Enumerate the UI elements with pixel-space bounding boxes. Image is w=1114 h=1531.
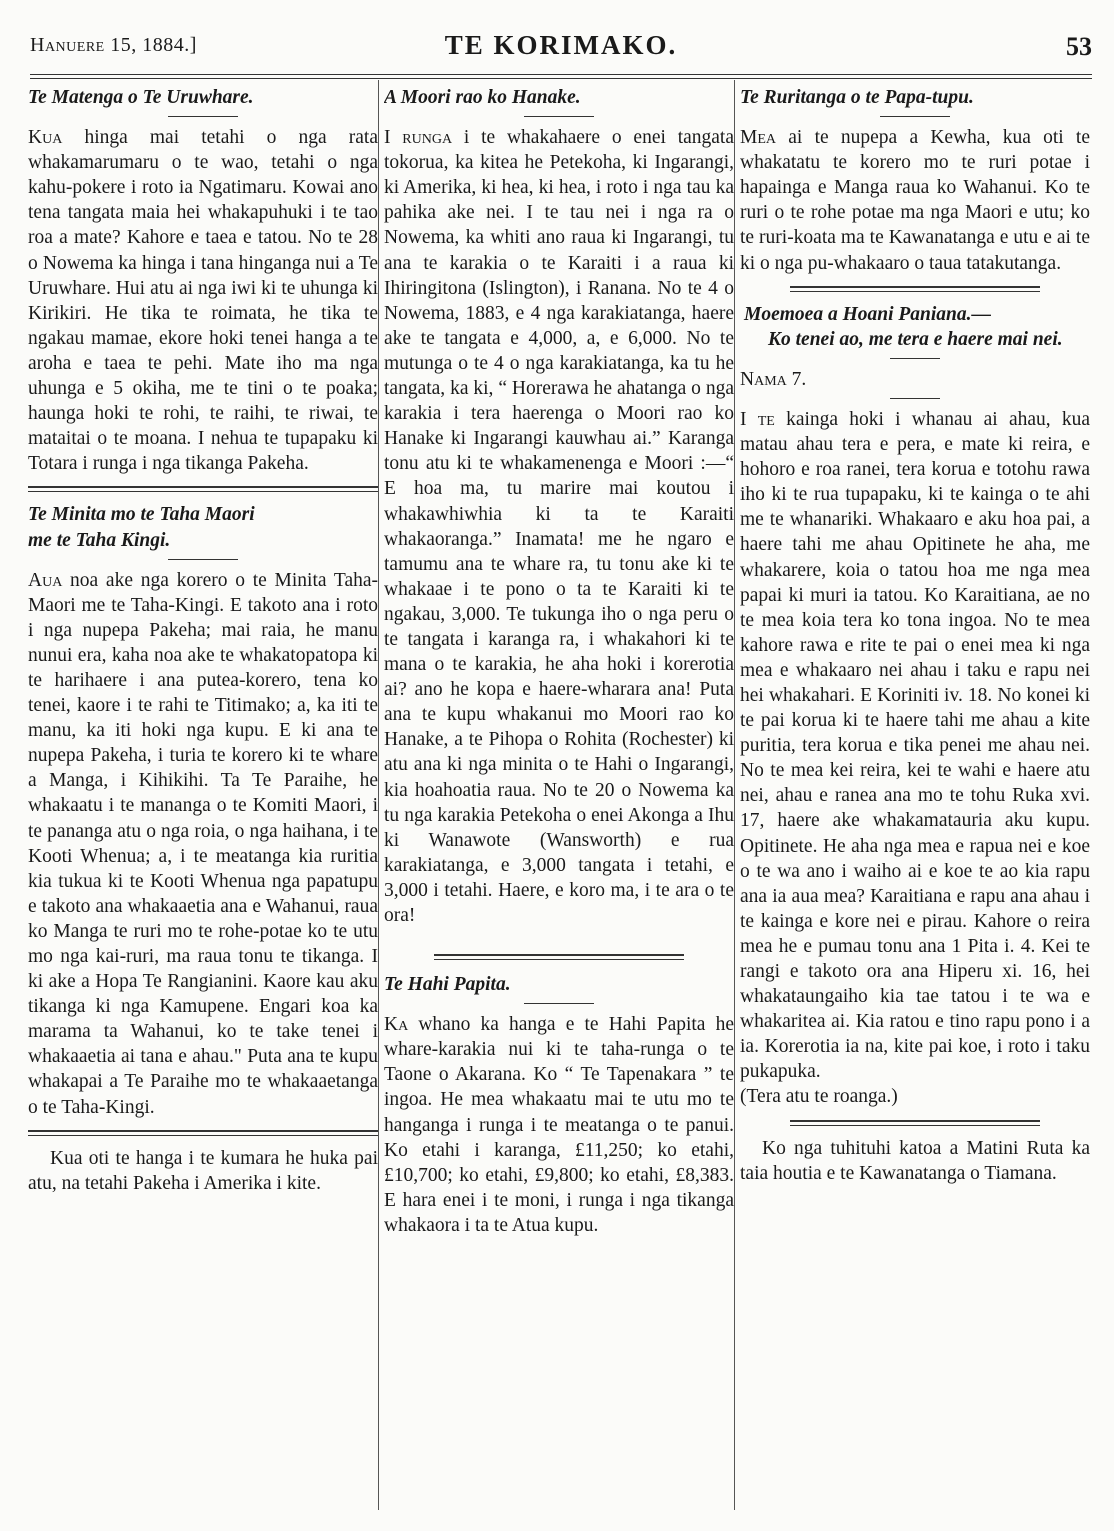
article-title-te-minita-2: me te Taha Kingi. bbox=[28, 529, 171, 551]
article-body-te-ruritanga bbox=[740, 125, 1090, 276]
section-divider bbox=[790, 286, 1040, 292]
lead-word: I runga bbox=[384, 127, 453, 149]
article-title-te-minita-1: Te Minita mo te Taha Maori bbox=[28, 504, 255, 526]
title-rule bbox=[880, 116, 950, 117]
section-divider bbox=[434, 954, 684, 960]
page-header bbox=[30, 30, 1092, 70]
article-title-a-moori: A Moori rao ko Hanake. bbox=[384, 87, 581, 108]
continued-note: (Tera atu te roanga.) bbox=[740, 1086, 898, 1108]
column-1 bbox=[28, 85, 378, 1515]
section-divider bbox=[28, 486, 378, 492]
article-body-te-minita bbox=[28, 568, 378, 1120]
column-3 bbox=[740, 85, 1090, 1515]
article-body-te-matenga bbox=[28, 125, 378, 476]
installment-number: Nama 7. bbox=[740, 368, 807, 390]
title-rule bbox=[524, 116, 594, 117]
article-title-te-matenga: Te Matenga o Te Uruwhare. bbox=[28, 87, 254, 108]
article-text: ai te nupepa a Kewha, kua oti te whakatatu te korero mo te ruri potae i hapainga e Manga raua ko Wahanui. Ko te ruri o te rohe potae ma nga Maori e utu; ko te ruri-koata ma te Kawanatanga e utu e ai te ki o nga pu-whakaaro o taua tatakutanga. bbox=[740, 127, 1090, 274]
article-body-moemoea bbox=[740, 407, 1090, 1085]
column-divider-2 bbox=[734, 80, 735, 1510]
title-rule bbox=[524, 1003, 594, 1004]
article-title-moemoea-1: Moemoea a Hoani Paniana.— bbox=[744, 303, 992, 325]
lead-word: Ka bbox=[384, 1014, 409, 1036]
header-rule bbox=[30, 74, 1092, 75]
article-text: i te whakahaere o enei tangata tokorua, ka kitea he Petekoha, ki Ingarangi, ki Amerika, ki hea, ki hea, i roto i nga tau ka pahika ake nei. I te tau nei i nga ra o Nowema, ka whiti ano raua ki Ingarangi, tu ana te karakia o te Karaiti i a raua ki Ihiringitona (Islington), i Ranana. No te 4 o Nowema, 1883, e 4 nga karakiatanga, haere ake te tangata e 4,000, a, e 6,000. No te mutunga o te 4 o nga karakiatanga, ka tu he tangata, ka ki, “ Horerawa he ahatanga o nga karakia i tera haerenga o Moori rao ko Hanake ki Ingarangi kauwhau ai.” Karanga tonu atu ki te whakamenenga e Moori :—“ E hoa ma, tu marire mai koutou i whakawhiwhia ki ta te Karaiti whakaoranga.” Inamata! me he ngaro e tamumu ana te whare ra, tu tonu ake ki te whakaae i te pono o ta te Karaiti ki te ngakau, 3,000. Te tukunga iho o nga peru o te tangata i karanga ra, i whakahori ki te mana o te karakia, he aha hoki i korerotia ai? ano he kopa e haere-wharara ana! Puta ana te kupu whakanui mo Moori rao ko Hanake, a te Pihopa o Rohita (Rochester) ki atu ana ki nga minita o te Hahi o Ingarangi, kia hoahoatia raua. No te 20 o Nowema ka tu nga karakia Petekoha o enei Akonga a Ihu ki Wanawote (Wansworth) e rua karakiatanga, e 3,000 tangata i tetahi, e 3,000 i tetahi. Haere, e koro ma, i te ara o te ora! bbox=[384, 127, 734, 926]
issue-date: Hanuere 15, 1884.] bbox=[30, 34, 197, 56]
title-rule bbox=[890, 398, 940, 399]
page-number: 53 bbox=[1066, 32, 1092, 61]
article-body-a-moori bbox=[384, 125, 734, 928]
lead-word: Mea bbox=[740, 127, 777, 149]
article-body-matini-ruta: Ko nga tuhituhi katoa a Matini Ruta ka taia houtia e te Kawanatanga o Tiamana. bbox=[740, 1137, 1090, 1184]
article-body-kumara: Kua oti te hanga i te kumara he huka pai atu, na tetahi Pakeha i Amerika i kite. bbox=[28, 1147, 378, 1194]
title-rule bbox=[890, 358, 940, 359]
article-title-te-ruritanga: Te Ruritanga o te Papa-tupu. bbox=[740, 87, 974, 108]
lead-word: Kua bbox=[28, 127, 63, 149]
lead-word: Aua bbox=[28, 569, 63, 591]
section-divider bbox=[790, 1120, 1040, 1126]
title-rule bbox=[168, 559, 238, 560]
article-title-moemoea-2: Ko tenei ao, me tera e haere mai nei. bbox=[768, 328, 1063, 350]
newspaper-title: TE KORIMAKO. bbox=[444, 30, 678, 60]
lead-word: I te bbox=[740, 408, 775, 430]
article-text: hinga mai tetahi o nga rata whakamarumaru o te wao, tetahi o nga kahu-pokere i roto ia Ngatimaru. Kowai ano tena tangata maia hei whakapuhuki i te tao roa a mate? Kahore e taea e tatou. No te 28 o Nowema ka hinga i tana hinganga nui a Te Uruwhare. Hui atu ai nga iwi ki te uhunga ki Kirikiri. He tika te roimata, he tika te ngakau mamae, ekore hoki tenei hanga a te aroha e taea te pehi. Mate iho ma nga uhunga e 5 okiha, me te tini o te poaka; haunga hoki te rohi, te raihi, te riwai, te mataitai o te moana. I nehua te tupapaku ki Totara i runga i nga tikanga Pakeha. bbox=[28, 127, 378, 475]
article-text: kainga hoki i whanau ai ahau, kua matau ahau tera e pera, e mate ki reira, e hohoro e roa ranei, tera korua e totohu rawa iho ki te rua tupapaku, ki te kainga o te ahi me te whanariki. Whakaaro e aku hoa pai, a haere tahi me ahau Opitinete he aha, me whakarere, koia o tatou hoa me nga mea papai ki muri ia tatou. Ko Karaitiana, ae no te mea koia tera ko tona ingoa. No te mea kahore rawa e rite te pai o enei mea ki nga mea e whakaaro nei ahau i taku e rapu nei hei whakahari. E Koriniti iv. 18. No konei ki te pai korua ki te haere tahi me ahau a kite puritia, tera korua e tika penei me ahau nei. No te mea kei reira, kei te wahi e haere atu nei, ahau e ranea ana mo te tohu Ruka xvi. 17, haere ake whakamatauria aku kupu. Opitinete. He aha nga mea e rapua nei e koe o te wa ano i waiho ai e koe te ao kia rapu ana ia aua mea? Karaitiana e rapu ana ahau i te kainga e kore nei e pirau. Kahore o reira mea he e pumau tonu ana 1 Pita i. 4. Kei te rangi e takoto ora ana Hiperu xi. 16, hei whakataungaiho kia tae tatou i te wa e whakaritea ai. Kia ratou e tino rapu pono i a ia. Korerotia ia na, kite pai koe, i roto i taku pukapuka. bbox=[740, 408, 1090, 1083]
article-body-te-hahi-papita bbox=[384, 1012, 734, 1238]
column-2 bbox=[384, 85, 734, 1515]
article-text: noa ake nga korero o te Minita Taha-Maori me te Taha-Kingi. E takoto ana i roto i nga nupepa Pakeha; mai raia, he manu nunui era, kaha noa ake te whakatopatopa ki te harihaere i ana putea-korero, tena ko tenei, kaore i te rahi te Titimako; a, ka iti te manu, ka iti hoki nga kupu. E ki ana te nupepa Pakeha, i turia te korero ki te whare a Manga, i Kihikihi. Ta Te Paraihe, he whakaatu i te mananga o te Komiti Maori, i te pananga atu o nga roia, o nga haihana, i te Kooti Whenua; a, i te meatanga kia ruritia kia tukua ki te Kooti Whenua nga papatupu e takoto ana whakaaetia ana e Wahanui, raua ko Manga te ruri mo te rohe-potae ko te utu mo nga kai-ruri, ma raua tonu te tikanga. I ki ake a Hopa Te Rangianini. Kaore kau aku tikanga ki nga Kamupene. Engari koa ka marama ta Wahanui, ko te take tenei i whakaaetia ai tana e ahau." Puta ana te kupu whakapai a Te Paraihe mo te whakaaetanga o te Taha-Kingi. bbox=[28, 569, 378, 1118]
article-text: whano ka hanga e te Hahi Papita he whare-karakia nui ki te taha-runga o te Taone o Akarana. Ko “ Te Tapenakara ” te ingoa. He mea whakaatu mai te utu mo te hanganga i runga i te meatanga o te panui. Ko etahi i karanga, £11,250; ko etahi, £10,700; ko etahi, £9,800; ko etahi, £8,383. E hara enei i te moni, i runga i nga tikanga whakaora i ta te Atua kupu. bbox=[384, 1014, 734, 1236]
article-title-te-hahi-papita: Te Hahi Papita. bbox=[384, 974, 511, 996]
header-rule-lower bbox=[30, 78, 1092, 79]
title-rule bbox=[168, 116, 238, 117]
section-divider bbox=[28, 1130, 378, 1136]
column-divider-1 bbox=[378, 80, 379, 1510]
